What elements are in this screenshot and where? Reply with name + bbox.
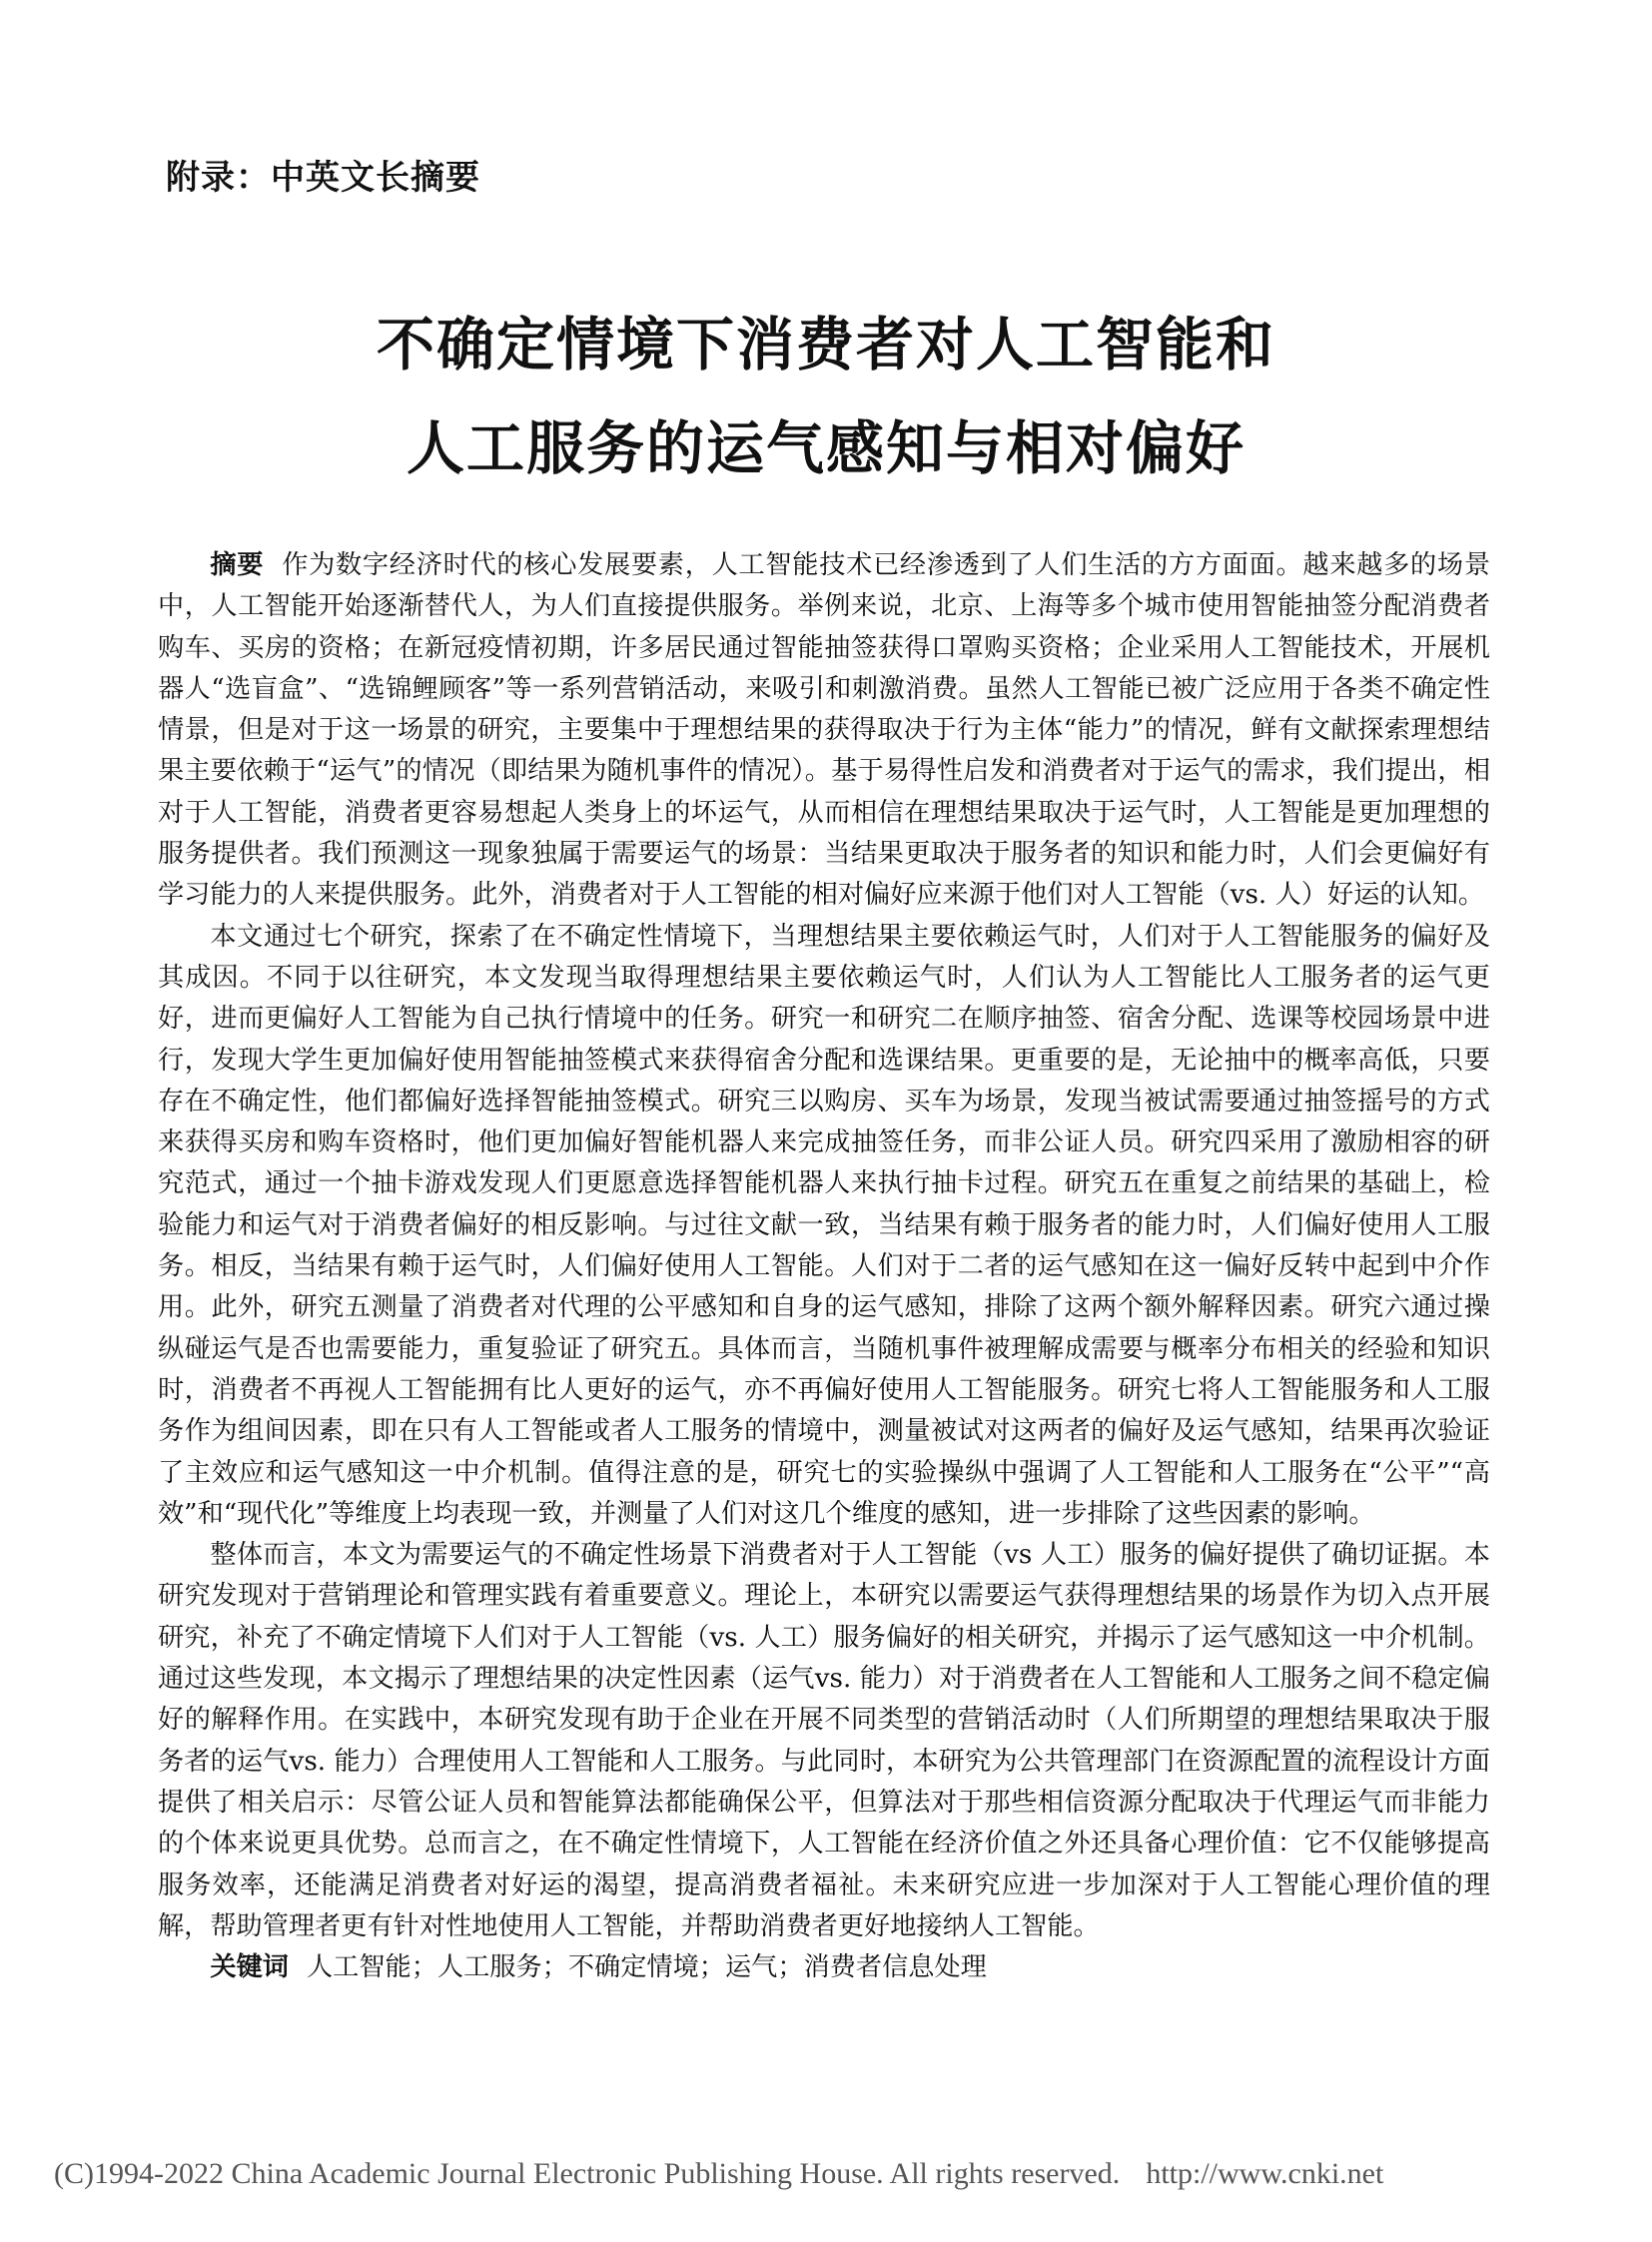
keywords-label: 关键词 <box>210 1952 289 1983</box>
keywords-text: 人工智能；人工服务；不确定情境；运气；消费者信息处理 <box>306 1952 987 1983</box>
copyright-text: (C)1994-2022 China Academic Journal Electronic Publishing House. All rights reserved. <box>54 2157 1121 2190</box>
abstract-body <box>158 545 1490 1988</box>
abstract-label: 摘要 <box>210 550 265 580</box>
copyright-footer <box>54 2157 1383 2191</box>
abstract-paragraph-1-text: 作为数字经济时代的核心发展要素，人工智能技术已经渗透到了人们生活的方方面面。越来越多的场景中，人工智能开始逐渐替代人，为人们直接提供服务。举例来说，北京、上海等多个城市使用智能抽签分配消费者购车、买房的资格；在新冠疫情初期，许多居民通过智能抽签获得口罩购买资格；企业采用人工智能技术，开展机器人“选盲盒”、“选锦鲤顾客”等一系列营销活动，来吸引和刺激消费。虽然人工智能已被广泛应用于各类不确定性情景，但是对于这一场景的研究，主要集中于理想结果的获得取决于行为主体“能力”的情况，鲜有文献探索理想结果主要依赖于“运气”的情况（即结果为随机事件的情况）。基于易得性启发和消费者对于运气的需求，我们提出，相对于人工智能，消费者更容易想起人类身上的坏运气，从而相信在理想结果取决于运气时，人工智能是更加理想的服务提供者。我们预测这一现象独属于需要运气的场景：当结果更取决于服务者的知识和能力时，人们会更偏好有学习能力的人来提供服务。此外，消费者对于人工智能的相对偏好应来源于他们对人工智能（vs. 人）好运的认知。 <box>158 550 1491 911</box>
abstract-paragraph-2: 本文通过七个研究，探索了在不确定性情境下，当理想结果主要依赖运气时，人们对于人工智能服务的偏好及其成因。不同于以往研究，本文发现当取得理想结果主要依赖运气时，人们认为人工智能比人工服务者的运气更好，进而更偏好人工智能为自己执行情境中的任务。研究一和研究二在顺序抽签、宿舍分配、选课等校园场景中进行，发现大学生更加偏好使用智能抽签模式来获得宿舍分配和选课结果。更重要的是，无论抽中的概率高低，只要存在不确定性，他们都偏好选择智能抽签模式。研究三以购房、买车为场景，发现当被试需要通过抽签摇号的方式来获得买房和购车资格时，他们更加偏好智能机器人来完成抽签任务，而非公证人员。研究四采用了激励相容的研究范式，通过一个抽卡游戏发现人们更愿意选择智能机器人来执行抽卡过程。研究五在重复之前结果的基础上，检验能力和运气对于消费者偏好的相反影响。与过往文献一致，当结果有赖于服务者的能力时，人们偏好使用人工服务。相反，当结果有赖于运气时，人们偏好使用人工智能。人们对于二者的运气感知在这一偏好反转中起到中介作用。此外，研究五测量了消费者对代理的公平感知和自身的运气感知，排除了这两个额外解释因素。研究六通过操纵碰运气是否也需要能力，重复验证了研究五。具体而言，当随机事件被理解成需要与概率分布相关的经验和知识时，消费者不再视人工智能拥有比人更好的运气，亦不再偏好使用人工智能服务。研究七将人工智能服务和人工服务作为组间因素，即在只有人工智能或者人工服务的情境中，测量被试对这两者的偏好及运气感知，结果再次验证了主效应和运气感知这一中介机制。值得注意的是，研究七的实验操纵中强调了人工智能和人工服务在“公平”“高效”和“现代化”等维度上均表现一致，并测量了人们对这几个维度的感知，进一步排除了这些因素的影响。 <box>158 921 1490 1529</box>
footer-url: http://www.cnki.net <box>1146 2157 1384 2190</box>
paper-title-line-2: 人工服务的运气感知与相对偏好 <box>406 414 1245 482</box>
paper-title-line-1: 不确定情境下消费者对人工智能和 <box>376 311 1275 378</box>
abstract-paragraph-3: 整体而言，本文为需要运气的不确定性场景下消费者对于人工智能（vs 人工）服务的偏好提供了确切证据。本研究发现对于营销理论和管理实践有着重要意义。理论上，本研究以需要运气获得理想结果的场景作为切入点开展研究，补充了不确定情境下人们对于人工智能（vs. 人工）服务偏好的相关研究，并揭示了运气感知这一中介机制。通过这些发现，本文揭示了理想结果的决定性因素（运气vs. 能力）对于消费者在人工智能和人工服务之间不稳定偏好的解释作用。在实践中，本研究发现有助于企业在开展不同类型的营销活动时（人们所期望的理想结果取决于服务者的运气vs. 能力）合理使用人工智能和人工服务。与此同时，本研究为公共管理部门在资源配置的流程设计方面提供了相关启示：尽管公证人员和智能算法都能确保公平，但算法对于那些相信资源分配取决于代理运气而非能力的个体来说更具优势。总而言之，在不确定性情境下，人工智能在经济价值之外还具备心理价值：它不仅能够提高服务效率，还能满足消费者对好运的渴望，提高消费者福祉。未来研究应进一步加深对于人工智能心理价值的理解，帮助管理者更有针对性地使用人工智能，并帮助消费者更好地接纳人工智能。 <box>158 1540 1490 1941</box>
keywords <box>158 1947 1490 1988</box>
section-header: 附录：中英文长摘要 <box>166 158 480 198</box>
abstract-paragraph-1 <box>158 545 1490 917</box>
